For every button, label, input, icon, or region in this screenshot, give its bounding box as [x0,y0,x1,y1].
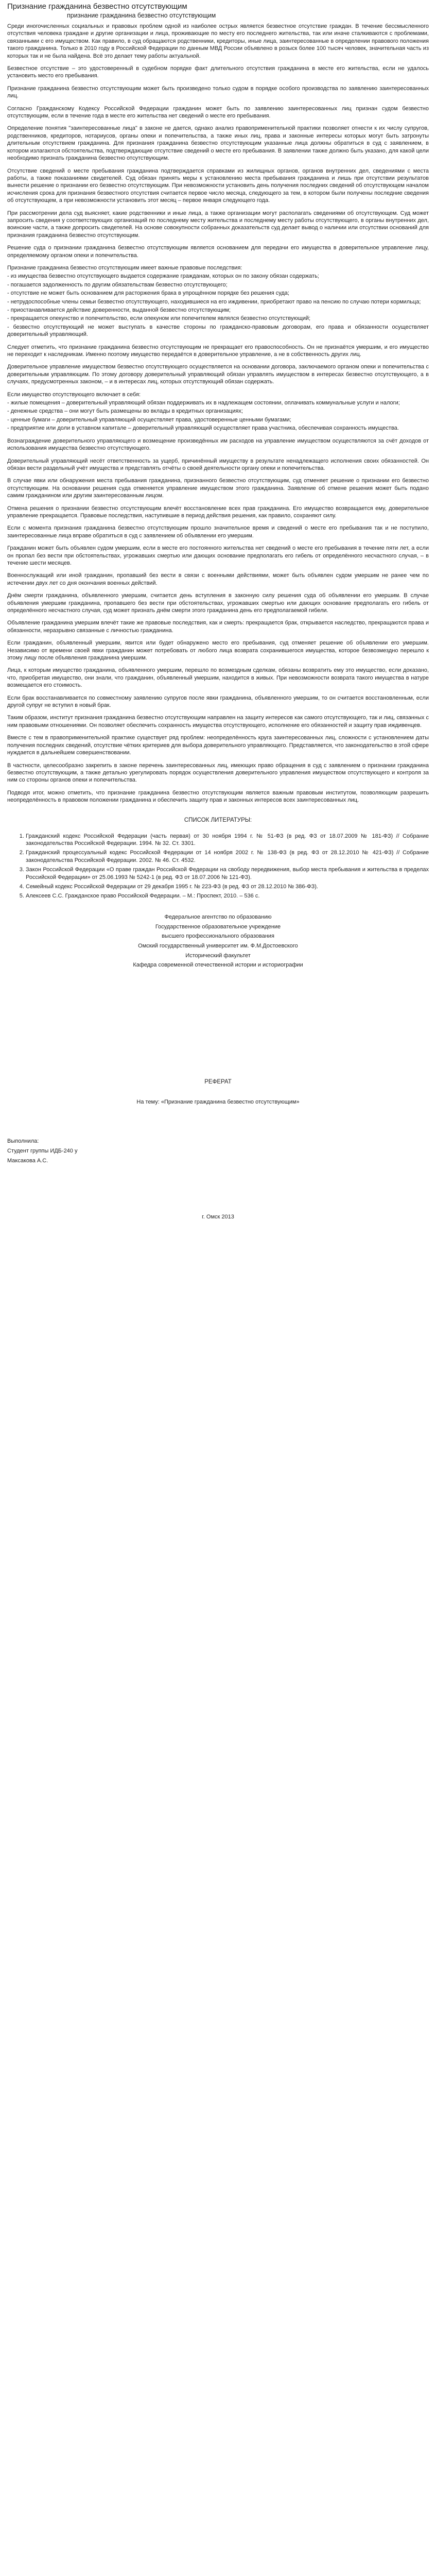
body-paragraph: В частности, целесообразно закрепить в законе перечень заинтересованных лиц, имеющих право обращения в суд с заявлением о признании гражданина безвестно отсутствующим, а также детально урегулировать порядок осуществления доверительного управления имуществом отсутствующего и контроля за ним со стороны органов опеки и попечительства. [7,762,429,784]
title-line-2: признание гражданина безвестно отсутствующим [67,12,216,19]
signature-line: Максакова А.С. [7,1157,48,1164]
literature-list [7,833,429,900]
body-paragraph: При рассмотрении дела суд выясняет, какие родственники и иные лица, а также организации могут располагать сведениями об отсутствующем. Суд может запросить сведения у соответствующих организаций по последнему месту жительства и последнему месту работы отсутствующего, в органы внутренних дел, воинские части, а также допросить свидетелей. На основе совокупности собранных доказательств суд делает вывод о наличии или отсутствии оснований для признания гражданина безвестно отсутствующим. [7,210,429,239]
body-paragraph: Доверительное управление имуществом безвестно отсутствующего осуществляется на основании договора, заключаемого органом опеки и попечительства с доверительным управляющим. По этому договору доверительный управляющий обязан управлять имуществом в интересах безвестно отсутствующего, а в случаях, предусмотренных законом, – и в интересах лиц, которых отсутствующий обязан содержать. [7,364,429,385]
document-title [7,2,429,20]
body-paragraph: Решение суда о признании гражданина безвестно отсутствующим является основанием для передачи его имущества в доверительное управление лицу, определяемому органом опеки и попечительства. [7,245,429,259]
literature-item: 2. Гражданский процессуальный кодекс Российской Федерации от 14 ноября 2002 г. № 138-ФЗ (в ред. ФЗ от 28.12.2010 № 421-ФЗ) // Собрание законодательства Российской Федерации. 2002. № 46. Ст. 4532. [26,849,429,864]
institution-line: Исторический факультет [185,952,251,959]
bullet-item: - прекращается опекунство и попечительство, если опекуном или попечителем являлся безвестно отсутствующий; [7,315,311,322]
body-paragraph: Отмена решения о признании безвестно отсутствующим влечёт восстановление всех прав гражданина. Его имущество возвращается ему, доверительное управление прекращается. Правовые последствия, наступившие в период действия решения, как правило, сохраняют силу. [7,505,429,519]
body-paragraph: Днём смерти гражданина, объявленного умершим, считается день вступления в законную силу решения суда об объявлении его умершим. В случае объявления умершим гражданина, пропавшего без вести при обстоятельствах, угрожавших смертью или дающих основание предполагать его гибель от определённого несчастного случая, суд может признать днём смерти этого гражданина день его предполагаемой гибели. [7,592,429,614]
bullet-item: - безвестно отсутствующий не может выступать в качестве стороны по гражданско-правовым договорам, его права и обязанности осуществляет доверительный управляющий. [7,324,429,338]
body-paragraph: Доверительный управляющий несёт ответственность за ущерб, причинённый имуществу в результате ненадлежащего исполнения своих обязанностей. Он обязан вести раздельный учёт имущества и представлять отчёты о своей деятельности органу опеки и попечительства. [7,457,429,471]
institution-line: Государственное образовательное учреждение [155,923,281,930]
bullet-item: - приостанавливается действие доверенности, выданной безвестно отсутствующим; [7,307,231,313]
title-line-1: Признание гражданина безвестно отсутствующим [7,2,187,11]
body-paragraph: Следует отметить, что признание гражданина безвестно отсутствующим не прекращает его правоспособность. Он не признаётся умершим, и его имущество не переходит к наследникам. Именно поэтому имущество передаётся в доверительное управление, а не в собственность других лиц. [7,344,429,358]
institution-line: высшего профессионального образования [162,933,274,940]
body-paragraph: Гражданин может быть объявлен судом умершим, если в месте его постоянного жительства нет сведений о месте его пребывания в течение пяти лет, а если он пропал без вести при обстоятельствах, угрожавших смертью или дающих основание предполагать его гибель от определённого несчастного случая, – в течение шести месяцев. [7,545,429,566]
literature-item: 5. Алексеев С.С. Гражданское право Российской Федерации. – М.: Проспект, 2010. – 536 с. [26,892,429,900]
referat-block [7,1078,429,1106]
body-paragraph: Объявление гражданина умершим влечёт такие же правовые последствия, как и смерть: прекращается брак, открывается наследство, прекращаются права и обязанности, неразрывно связанные с личностью гражданина. [7,620,429,634]
bullet-item: - нетрудоспособные члены семьи безвестно отсутствующего, находившиеся на его иждивении, приобретают право на пенсию по случаю потери кормильца; [7,298,421,305]
referat-title: РЕФЕРАТ [204,1078,232,1085]
signature-line: Выполнила: [7,1138,39,1145]
bullet-item: - жилые помещения – доверительный управляющий обязан поддерживать их в надлежащем состоянии, оплачивать коммунальные услуги и налоги; [7,400,400,406]
institution-line: Омский государственный университет им. Ф.М.Достоевского [138,942,298,949]
body-paragraph: Вознаграждение доверительного управляющего и возмещение произведённых им расходов на управление имуществом осуществляются за счёт доходов от использования имущества безвестно отсутствующего. [7,437,429,452]
literature-item: 4. Семейный кодекс Российской Федерации от 29 декабря 1995 г. № 223-ФЗ (в ред. ФЗ от 28.12.2010 № 386-ФЗ). [26,883,429,890]
body-paragraph: Безвестное отсутствие – это удостоверенный в судебном порядке факт длительного отсутствия гражданина в месте его жительства, если не удалось установить место его пребывания. [7,65,429,79]
signature-block [7,1137,429,1165]
bullet-item: - денежные средства – они могут быть размещены во вклады в кредитных организациях; [7,408,243,415]
body-paragraph: Согласно Гражданскому Кодексу Российской Федерации гражданин может быть по заявлению заинтересованных лиц признан судом безвестно отсутствующим, если в течение года в месте его жительства нет сведений о месте его пребывания. [7,105,429,120]
body-paragraph: В случае явки или обнаружения места пребывания гражданина, признанного безвестно отсутствующим, суд отменяет решение о признании его безвестно отсутствующим. На основании решения суда отменяется управление имуществом этого гражданина. Заявление об отмене решения может быть подано самим гражданином или другим заинтересованным лицом. [7,478,429,499]
body-paragraph: Если брак восстанавливается по совместному заявлению супругов после явки гражданина, объявленного умершим, то он считается восстановленным, если другой супруг не вступил в новый брак. [7,694,429,709]
body-paragraph: Определение понятия "заинтересованные лица" в законе не дается, однако анализ правоприменительной практики позволяет отнести к их числу супругов, родственников, кредиторов, нотариусов, органы опеки и попечительства, а также иных лиц, права и законные интересы которых могут быть затронуты длительным отсутствием гражданина. Для признания гражданина безвестно отсутствующим указанные лица должны обратиться в суд с заявлением, в котором излагаются обстоятельства, подтверждающие отсутствие сведений о месте его пребывания. В заявлении также должно быть указано, для какой цели необходимо признать гражданина безвестно отсутствующим. [7,125,429,162]
body-paragraph: Если имущество отсутствующего включает в себя: [7,391,141,398]
body-paragraph: Если гражданин, объявленный умершим, явится или будет обнаружено место его пребывания, суд отменяет решение об объявлении его умершим. Независимо от времени своей явки гражданин может потребовать от любого лица возврата сохранившегося имущества, которое безвозмездно перешло к этому лицу после объявления гражданина умершим. [7,640,429,662]
body-paragraph: Вместе с тем в правоприменительной практике существует ряд проблем: неопределённость круга заинтересованных лиц, сложности с установлением даты получения последних сведений, отсутствие чётких критериев для выбора доверительного управляющего. Представляется, что законодательство в этой сфере нуждается в дальнейшем совершенствовании. [7,735,429,756]
document-body [7,23,429,804]
bullet-item: - предприятие или доли в уставном капитале – доверительный управляющий осуществляет права участника, обеспечивая сохранность имущества. [7,425,399,432]
referat-topic: На тему: «Признание гражданина безвестно отсутствующим» [136,1099,300,1106]
signature-line: Студент группы ИДБ-240 у [7,1148,78,1155]
body-paragraph: Отсутствие сведений о месте пребывания гражданина подтверждается справками из жилищных органов, органов внутренних дел, сведениями с места работы, а также показаниями свидетелей. Суд обязан принять меры к установлению места пребывания гражданина и лишь при отсутствии результатов вынести решение о признании его безвестно отсутствующим. При невозможности установить день получения последних сведений об отсутствующем началом исчисления срока для признания безвестного отсутствия считается первое число месяца, следующего за тем, в котором были получены последние сведения об отсутствующем, а при невозможности установить этот месяц – первое января следующего года. [7,167,429,204]
bullet-item: - из имущества безвестно отсутствующего выдается содержание гражданам, которых он по закону обязан содержать; [7,273,319,280]
body-paragraph: Признание гражданина безвестно отсутствующим может быть произведено только судом в порядке особого производства по заявлению заинтересованных лиц. [7,85,429,99]
body-paragraph: Среди иногочисленных социальных и правовых проблем одной из наиболее острых является безвестное отсутствие граждан. В течение бессмысленного отсутствия человека граждане и другие организации и лица, проживающие по месту его последнего жительства, так или иначе сталкиваются с проблемами, связанными с его имуществом. Как правило, в суд обращаются родственники, кредиторы, иные лица, заинтересованные в определении правового положения такого гражданина. Только в 2010 году в Российской Федерации по данным МВД России объявлено в розыск более 100 тысяч человек, значительная часть из которых так и не была найдена. Всё это делает тему работы актуальной. [7,23,429,59]
body-paragraph: Если с момента признания гражданина безвестно отсутствующим прошло значительное время и сведений о месте его пребывания так и не поступило, заинтересованные лица вправе обратиться в суд с заявлением об объявлении его умершим. [7,525,429,539]
institution-line: Федеральное агентство по образованию [164,913,272,920]
bullet-item: - погашается задолженность по другим обязательствам безвестно отсутствующего; [7,281,228,288]
literature-item: 3. Закон Российской Федерации «О праве граждан Российской Федерации на свободу передвижения, выбор места пребывания и жительства в пределах Российской Федерации» от 25.06.1993 № 5242-1 (в ред. ФЗ от 18.07.2006 № 121-ФЗ). [26,866,429,881]
institution-line: Кафедра современной отечественной истории и историографии [133,962,303,969]
body-paragraph: Признание гражданина безвестно отсутствующим имеет важные правовые последствия: [7,264,242,271]
literature-heading: СПИСОК ЛИТЕРАТУРЫ: [184,817,252,823]
bullet-item: - отсутствие не может быть основанием для расторжения брака в упрощённом порядке без решения суда; [7,290,289,297]
body-paragraph: Военнослужащий или иной гражданин, пропавший без вести в связи с военными действиями, может быть объявлен судом умершим не ранее чем по истечении двух лет со дня окончания военных действий. [7,572,429,586]
literature-item: 1. Гражданский кодекс Российской Федерации (часть первая) от 30 ноября 1994 г. № 51-ФЗ (в ред. ФЗ от 18.07.2009 № 181-ФЗ) // Собрание законодательства Российской Федерации. 1994. № 32. Ст. 3301. [26,833,429,848]
bullet-item: - ценные бумаги – доверительный управляющий осуществляет права, удостоверенные ценными бумагами; [7,416,291,423]
body-paragraph: Лица, к которым имущество гражданина, объявленного умершим, перешло по возмездным сделкам, обязаны возвратить ему это имущество, если доказано, что, приобретая имущество, они знали, что гражданин, объявленный умершим, находится в живых. При невозможности возврата такого имущества в натуре возмещается его стоимость. [7,667,429,689]
body-paragraph: Подводя итог, можно отметить, что признание гражданина безвестно отсутствующим является важным правовым институтом, позволяющим разрешить неопределённость в правовом положении гражданина и обеспечить защиту прав и законных интересов всех заинтересованных лиц. [7,789,429,804]
city-year: г. Омск 2013 [202,1213,234,1220]
body-paragraph: Таким образом, институт признания гражданина безвестно отсутствующим направлен на защиту интересов как самого отсутствующего, так и лиц, связанных с ним правовыми отношениями. Он позволяет обеспечить сохранность имущества отсутствующего, исполнение его обязанностей и защиту прав иждивенцев. [7,715,429,728]
institution-block [7,912,429,970]
